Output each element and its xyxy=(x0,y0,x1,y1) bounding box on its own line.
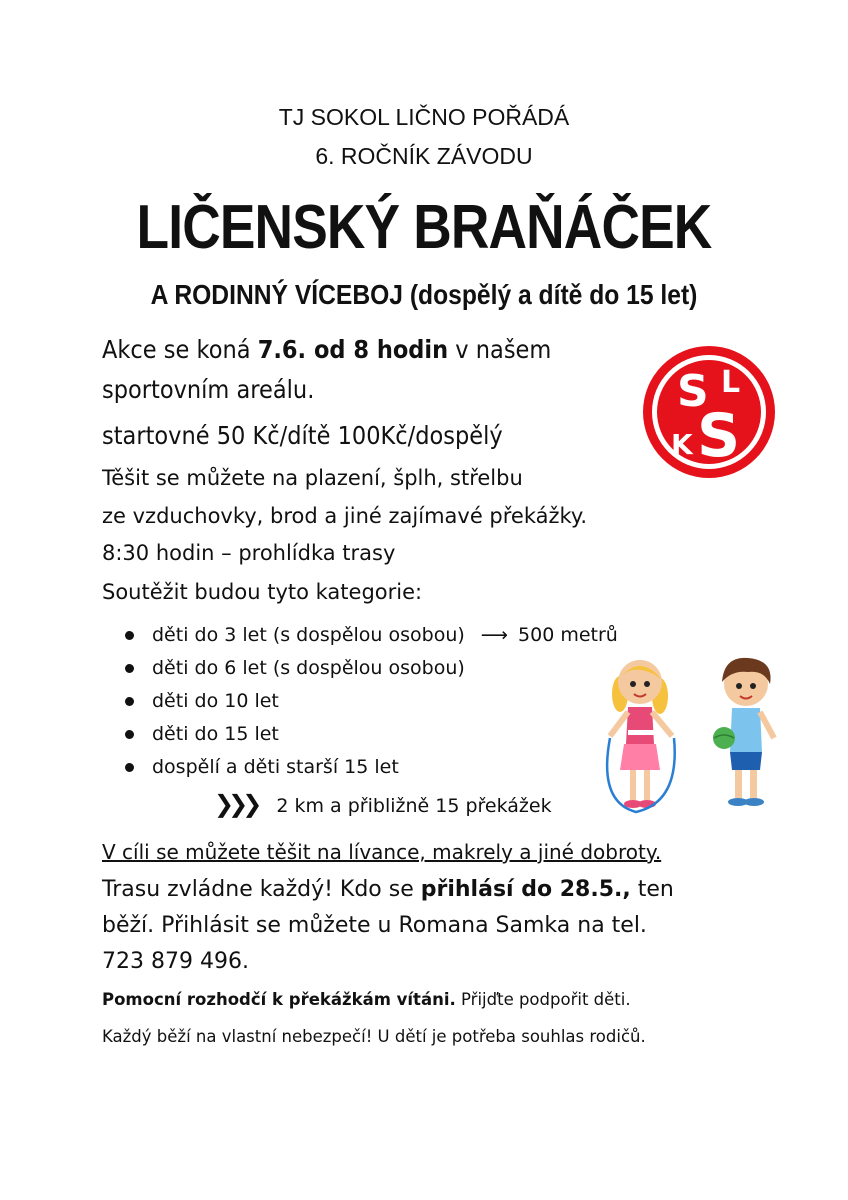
list-item xyxy=(152,721,618,754)
event-date-line xyxy=(102,335,551,364)
svg-text:L: L xyxy=(721,365,741,400)
bullet-icon xyxy=(125,631,134,640)
category-label: děti do 6 let (s dospělou osobou) xyxy=(152,657,465,679)
registration-phone: 723 879 496. xyxy=(102,949,249,974)
boy-figure-icon xyxy=(713,658,774,806)
registration-line-2: běží. Přihlásit se můžete u Romana Samka na tel. xyxy=(102,913,647,938)
category-distance: 500 metrů xyxy=(518,624,618,646)
bullet-icon xyxy=(125,730,134,739)
svg-text:K: K xyxy=(671,428,693,461)
disclaimer-line: Každý běží na vlastní nebezpečí! U dětí je potřeba souhlas rodičů. xyxy=(102,1027,646,1046)
list-item xyxy=(152,754,618,787)
helpers-line xyxy=(102,990,631,1009)
event-date-prefix: Akce se koná xyxy=(102,335,258,364)
sokol-logo-icon xyxy=(641,344,777,480)
category-label: děti do 3 let (s dospělou osobou) xyxy=(152,624,465,646)
description-line-2: ze vzduchovky, brod a jiné zajímavé překážky. xyxy=(102,504,588,528)
entry-fee-line: startovné 50 Kč/dítě 100Kč/dospělý xyxy=(102,421,503,450)
page-title: LIČENSKÝ BRAŇÁČEK xyxy=(136,193,712,262)
list-item xyxy=(152,622,618,655)
finish-line-text: V cíli se můžete těšit na lívance, makrely a jiné dobroty. xyxy=(102,840,662,864)
event-date-suffix: v našem xyxy=(448,335,552,364)
edition-line: 6. ROČNÍK ZÁVODU xyxy=(315,143,533,169)
arrow-right-icon: ⟶ xyxy=(480,624,509,646)
bullet-icon xyxy=(125,763,134,772)
registration-deadline: přihlásí do 28.5., xyxy=(420,877,631,902)
event-venue-line: sportovním areálu. xyxy=(102,375,315,404)
helpers-rest: Přijďte podpořit děti. xyxy=(455,990,631,1009)
bullet-icon xyxy=(125,664,134,673)
long-course-line xyxy=(214,790,552,818)
registration-line-1 xyxy=(102,877,674,902)
helpers-bold: Pomocní rozhodčí k překážkám vítáni. xyxy=(102,990,456,1009)
triple-chevron-icon: ❯❯❯ xyxy=(214,790,257,818)
category-label: děti do 15 let xyxy=(152,723,279,745)
event-date-bold: 7.6. od 8 hodin xyxy=(257,335,449,364)
girl-figure-icon xyxy=(607,660,675,812)
long-course-text: 2 km a přibližně 15 překážek xyxy=(276,795,552,817)
page-subtitle: A RODINNÝ VÍCEBOJ (dospělý a dítě do 15 let) xyxy=(150,279,698,310)
bullet-icon xyxy=(125,697,134,706)
categories-intro: Soutěžit budou tyto kategorie: xyxy=(102,580,423,604)
list-item xyxy=(152,688,618,721)
description-line-1: Těšit se můžete na plazení, šplh, střelbu xyxy=(102,466,523,490)
list-item xyxy=(152,655,618,688)
registration-prefix: Trasu zvládne každý! Kdo se xyxy=(102,877,421,902)
svg-text:S: S xyxy=(697,401,741,471)
inspection-line: 8:30 hodin – prohlídka trasy xyxy=(102,541,396,565)
registration-suffix: ten xyxy=(630,877,674,902)
organizer-line: TJ SOKOL LIČNO POŘÁDÁ xyxy=(278,104,570,130)
children-illustration-icon xyxy=(588,652,788,827)
categories-list xyxy=(152,622,618,787)
category-label: děti do 10 let xyxy=(152,690,279,712)
svg-text:S: S xyxy=(677,366,709,417)
category-label: dospělí a děti starší 15 let xyxy=(152,756,399,778)
